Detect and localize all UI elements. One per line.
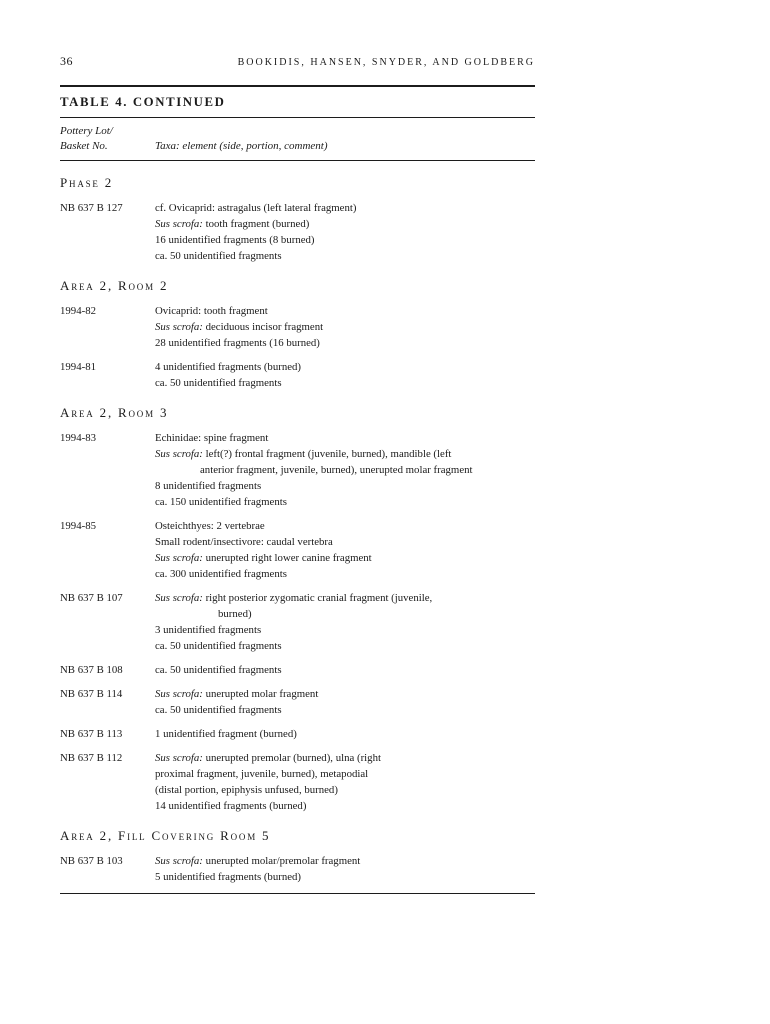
species-italic: Sus scrofa:	[155, 320, 203, 333]
taxa-lines	[155, 359, 535, 391]
taxa-text: proximal fragment, juvenile, burned), metapodial	[155, 767, 369, 780]
taxa-text: ca. 300 unidentified fragments	[155, 567, 287, 580]
taxa-text: 16 unidentified fragments (8 burned)	[155, 233, 315, 246]
taxa-lines	[155, 430, 535, 510]
taxa-text: unerupted molar fragment	[202, 687, 319, 700]
taxa-line	[155, 248, 535, 264]
taxa-text: deciduous incisor fragment	[202, 320, 324, 333]
taxa-line	[155, 359, 535, 375]
taxa-text: tooth fragment (burned)	[202, 217, 310, 230]
table-entry	[60, 430, 535, 510]
taxa-text: burned)	[218, 607, 252, 620]
taxa-line	[155, 798, 535, 814]
species-italic: Sus scrofa:	[155, 687, 203, 700]
page-content	[60, 54, 535, 894]
column-header-lot-line2: Basket No.	[60, 139, 108, 152]
page-number: 36	[60, 54, 73, 68]
taxa-line	[155, 534, 535, 550]
table-entry	[60, 662, 535, 678]
taxa-line	[155, 566, 535, 582]
species-italic: Sus scrofa:	[155, 551, 203, 564]
taxa-lines	[155, 726, 535, 742]
column-header-lot-line1: Pottery Lot/	[60, 124, 113, 137]
section-heading-area2-fill-room5: Area 2, Fill Covering Room 5	[60, 827, 271, 843]
taxa-line	[155, 686, 535, 702]
taxa-line	[155, 494, 535, 510]
lot-number: NB 637 B 108	[60, 663, 123, 676]
taxa-text: right posterior zygomatic cranial fragment (juvenile,	[202, 591, 433, 604]
lot-number: NB 637 B 103	[60, 854, 123, 867]
taxa-text: 8 unidentified fragments	[155, 479, 262, 492]
species-italic: Sus scrofa:	[155, 591, 203, 604]
taxa-text: 28 unidentified fragments (16 burned)	[155, 336, 320, 349]
lot-number: NB 637 B 114	[60, 687, 123, 700]
taxa-text: ca. 50 unidentified fragments	[155, 639, 282, 652]
taxa-line	[155, 726, 535, 742]
taxa-line	[155, 232, 535, 248]
taxa-line	[155, 200, 535, 216]
taxa-line	[155, 869, 535, 885]
taxa-text: left(?) frontal fragment (juvenile, burned), mandible (left	[202, 447, 452, 460]
taxa-text: 1 unidentified fragment (burned)	[155, 727, 297, 740]
taxa-line	[155, 446, 535, 462]
lot-number: 1994-81	[60, 360, 96, 373]
taxa-text: cf. Ovicaprid: astragalus (left lateral fragment)	[155, 201, 357, 214]
taxa-line	[155, 478, 535, 494]
lot-number: 1994-83	[60, 431, 96, 444]
table-entry	[60, 359, 535, 391]
taxa-lines	[155, 750, 535, 814]
taxa-line	[155, 216, 535, 232]
taxa-text: unerupted molar/premolar fragment	[202, 854, 361, 867]
taxa-text: anterior fragment, juvenile, burned), unerupted molar fragment	[200, 463, 473, 476]
taxa-lines	[155, 662, 535, 678]
horizontal-rule-bottom	[60, 893, 535, 894]
taxa-lines	[155, 853, 535, 885]
table-entry	[60, 590, 535, 654]
taxa-text: Small rodent/insectivore: caudal vertebra	[155, 535, 333, 548]
taxa-line	[155, 638, 535, 654]
taxa-text: unerupted right lower canine fragment	[202, 551, 372, 564]
lot-number: NB 637 B 112	[60, 751, 123, 764]
section-heading-area2-room3: Area 2, Room 3	[60, 404, 169, 420]
species-italic: Sus scrofa:	[155, 854, 203, 867]
taxa-text: ca. 50 unidentified fragments	[155, 376, 282, 389]
taxa-line	[155, 430, 535, 446]
taxa-text: Ovicaprid: tooth fragment	[155, 304, 268, 317]
taxa-line	[155, 518, 535, 534]
column-header-taxa: Taxa: element (side, portion, comment)	[155, 139, 328, 152]
taxa-text: 5 unidentified fragments (burned)	[155, 870, 302, 883]
running-head-row	[60, 54, 535, 69]
table-entry	[60, 686, 535, 718]
horizontal-rule-under-headers	[60, 160, 535, 161]
taxa-lines	[155, 686, 535, 718]
taxa-line	[155, 375, 535, 391]
lot-number: 1994-82	[60, 304, 96, 317]
taxa-text: 3 unidentified fragments	[155, 623, 262, 636]
taxa-text: ca. 50 unidentified fragments	[155, 703, 282, 716]
taxa-line	[155, 303, 535, 319]
section-heading-area2-room2: Area 2, Room 2	[60, 277, 169, 293]
table-entry	[60, 750, 535, 814]
horizontal-rule-top	[60, 85, 535, 87]
taxa-text: ca. 50 unidentified fragments	[155, 663, 282, 676]
table-entry	[60, 200, 535, 264]
taxa-text: (distal portion, epiphysis unfused, burned)	[155, 783, 338, 796]
species-italic: Sus scrofa:	[155, 751, 203, 764]
taxa-line	[155, 853, 535, 869]
lot-number: NB 637 B 113	[60, 727, 123, 740]
taxa-text: 14 unidentified fragments (burned)	[155, 799, 307, 812]
taxa-lines	[155, 518, 535, 582]
taxa-line-continuation	[155, 606, 535, 622]
taxa-text: unerupted premolar (burned), ulna (right	[202, 751, 381, 764]
table-entry	[60, 726, 535, 742]
taxa-lines	[155, 303, 535, 351]
taxa-line	[155, 662, 535, 678]
taxa-line	[155, 335, 535, 351]
column-header-lot	[60, 124, 155, 154]
species-italic: Sus scrofa:	[155, 217, 203, 230]
table-title: TABLE 4. CONTINUED	[60, 94, 226, 109]
column-headers	[60, 118, 535, 160]
table-entry	[60, 518, 535, 582]
taxa-line	[155, 622, 535, 638]
taxa-text: Osteichthyes: 2 vertebrae	[155, 519, 265, 532]
lot-number: 1994-85	[60, 519, 96, 532]
lot-number: NB 637 B 107	[60, 591, 123, 604]
taxa-line	[155, 782, 535, 798]
table-entry	[60, 853, 535, 885]
taxa-line	[155, 766, 535, 782]
taxa-text: ca. 50 unidentified fragments	[155, 249, 282, 262]
taxa-text: ca. 150 unidentified fragments	[155, 495, 287, 508]
taxa-line	[155, 702, 535, 718]
taxa-line-continuation	[155, 462, 535, 478]
table-entry	[60, 303, 535, 351]
taxa-line	[155, 319, 535, 335]
lot-number: NB 637 B 127	[60, 201, 123, 214]
running-head: BOOKIDIS, HANSEN, SNYDER, AND GOLDBERG	[237, 57, 535, 68]
taxa-text: Echinidae: spine fragment	[155, 431, 269, 444]
taxa-text: 4 unidentified fragments (burned)	[155, 360, 302, 373]
species-italic: Sus scrofa:	[155, 447, 203, 460]
taxa-line	[155, 590, 535, 606]
taxa-lines	[155, 590, 535, 654]
taxa-line	[155, 550, 535, 566]
taxa-lines	[155, 200, 535, 264]
section-heading-phase-2: Phase 2	[60, 174, 114, 190]
taxa-line	[155, 750, 535, 766]
